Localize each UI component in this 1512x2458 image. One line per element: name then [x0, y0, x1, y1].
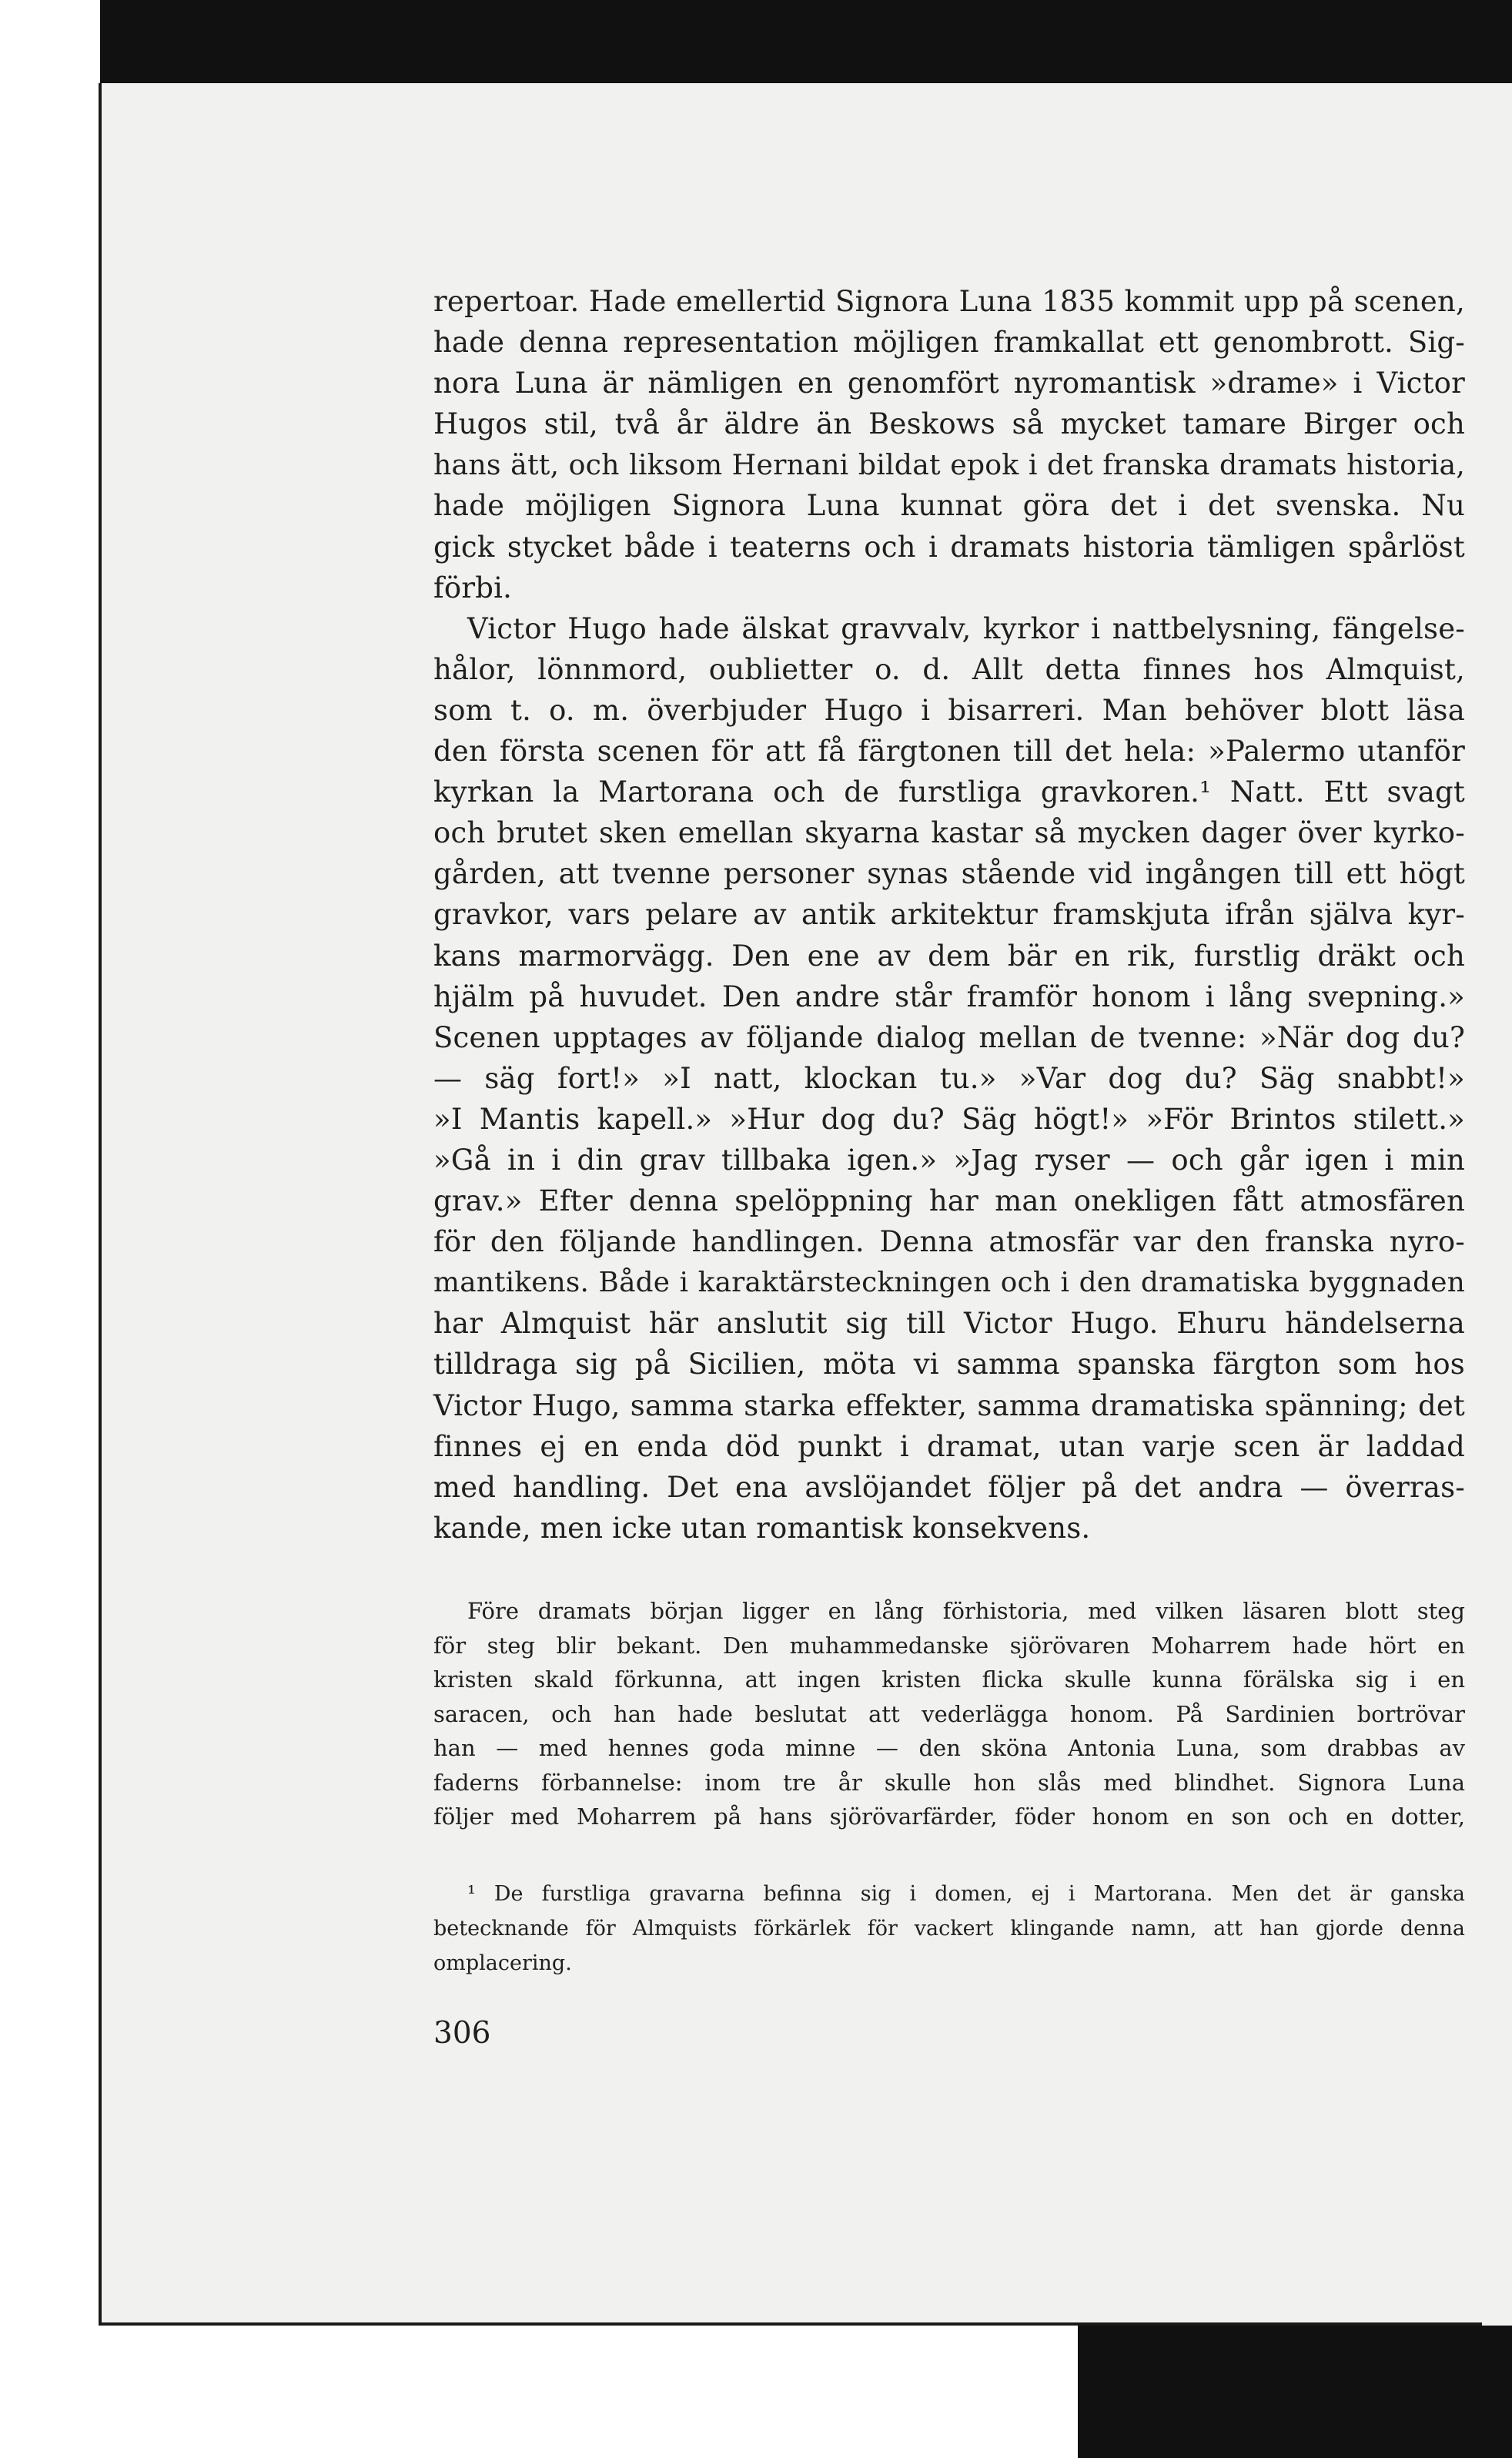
text-line: för den följande handlingen. Denna atmosfär var den franska nyro-	[433, 1225, 1465, 1259]
text-line: han — med hennes goda minne — den sköna Antonia Luna, som drabbas av	[433, 1735, 1465, 1761]
text-line: gravkor, vars pelare av antik arkitektur framskjuta ifrån själva kyr-	[433, 898, 1465, 932]
text-line: »Gå in i din grav tillbaka igen.» »Jag ryser — och går igen i min	[433, 1143, 1465, 1177]
text-line: hålor, lönnmord, oublietter o. d. Allt detta finnes hos Almquist,	[433, 652, 1465, 686]
text-line: hade möjligen Signora Luna kunnat göra det i det svenska. Nu	[433, 489, 1465, 523]
text-line: grav.» Efter denna spelöppning har man onekligen fått atmosfären	[433, 1184, 1465, 1218]
text-line: hjälm på huvudet. Den andre står framför honom i lång svepning.»	[433, 980, 1465, 1013]
footnote-line: betecknande för Almquists förkärlek för vackert klingande namn, att han gjorde denna	[433, 1917, 1465, 1941]
scan-background-bottom	[1078, 2326, 1512, 2458]
text-line: — säg fort!» »I natt, klockan tu.» »Var dog du? Säg snabbt!»	[433, 1061, 1465, 1095]
main-text	[433, 281, 1465, 1549]
text-line: Victor Hugo hade älskat gravvalv, kyrkor i nattbelysning, fängelse-	[467, 611, 1465, 645]
text-line: finnes ej en enda död punkt i dramat, utan varje scen är laddad	[433, 1429, 1465, 1463]
text-line: saracen, och han hade beslutat att vederlägga honom. På Sardinien bortrövar	[433, 1700, 1465, 1727]
footnote	[433, 1877, 1465, 1981]
footnote-line: ¹ De furstliga gravarna befinna sig i domen, ej i Martorana. Men det är ganska	[467, 1882, 1465, 1906]
text-line: den första scenen för att få färgtonen till det hela: »Palermo utanför	[433, 735, 1465, 769]
text-line: Victor Hugo, samma starka effekter, samma dramatiska spänning; det	[433, 1388, 1465, 1422]
text-line: nora Luna är nämligen en genomfört nyromantisk »drame» i Victor	[433, 367, 1465, 400]
scan-background-top	[100, 0, 1512, 83]
text-line: med handling. Det ena avslöjandet följer på det andra — överras-	[433, 1470, 1465, 1504]
text-line: har Almquist här anslutit sig till Victor Hugo. Ehuru händelserna	[433, 1307, 1465, 1341]
text-line: Hugos stil, två år äldre än Beskows så mycket tamare Birger och	[433, 407, 1465, 441]
text-line: kristen skald förkunna, att ingen kristen flicka skulle kunna förälska sig i en	[433, 1666, 1465, 1693]
text-line: gick stycket både i teaterns och i dramats historia tämligen spårlöst	[433, 530, 1465, 564]
text-line: för steg blir bekant. Den muhammedanske sjörövaren Moharrem hade hört en	[433, 1632, 1465, 1659]
page-edge-left	[99, 83, 102, 2326]
text-line: kyrkan la Martorana och de furstliga gravkoren.¹ Natt. Ett svagt	[433, 775, 1465, 809]
text-line: som t. o. m. överbjuder Hugo i bisarreri. Man behöver blott läsa	[433, 693, 1465, 727]
text-line: tilldraga sig på Sicilien, möta vi samma spanska färgton som hos	[433, 1348, 1465, 1381]
text-line: kans marmorvägg. Den ene av dem bär en rik, furstlig dräkt och	[433, 939, 1465, 973]
text-line: Scenen upptages av följande dialog mellan de tvenne: »När dog du?	[433, 1020, 1465, 1054]
text-line: hans ätt, och liksom Hernani bildat epok i det franska dramats historia,	[433, 448, 1465, 482]
page-number: 306	[433, 2016, 491, 2051]
page-edge-bottom	[100, 2322, 1482, 2326]
text-line: Före dramats början ligger en lång förhistoria, med vilken läsaren blott steg	[467, 1598, 1465, 1624]
secondary-text	[433, 1594, 1465, 1834]
text-line: mantikens. Både i karaktärsteckningen och i den dramatiska byggnaden	[433, 1267, 1465, 1299]
text-line: repertoar. Hade emellertid Signora Luna 1835 kommit upp på scenen,	[433, 285, 1465, 318]
text-line: och brutet sken emellan skyarna kastar så mycken dager över kyrko-	[433, 816, 1465, 850]
text-line: följer med Moharrem på hans sjörövarfärder, föder honom en son och en dotter,	[433, 1803, 1465, 1830]
footnote-line: omplacering.	[433, 1951, 572, 1975]
text-line: hade denna representation möjligen framkallat ett genombrott. Sig-	[433, 326, 1465, 360]
text-line: faderns förbannelse: inom tre år skulle hon slås med blindhet. Signora Luna	[433, 1769, 1465, 1796]
text-line: förbi.	[433, 571, 513, 604]
text-line: »I Mantis kapell.» »Hur dog du? Säg högt!» »För Brintos stilett.»	[433, 1102, 1465, 1136]
text-line: kande, men icke utan romantisk konsekvens.	[433, 1511, 1091, 1545]
text-line: gården, att tvenne personer synas stående vid ingången till ett högt	[433, 857, 1465, 891]
